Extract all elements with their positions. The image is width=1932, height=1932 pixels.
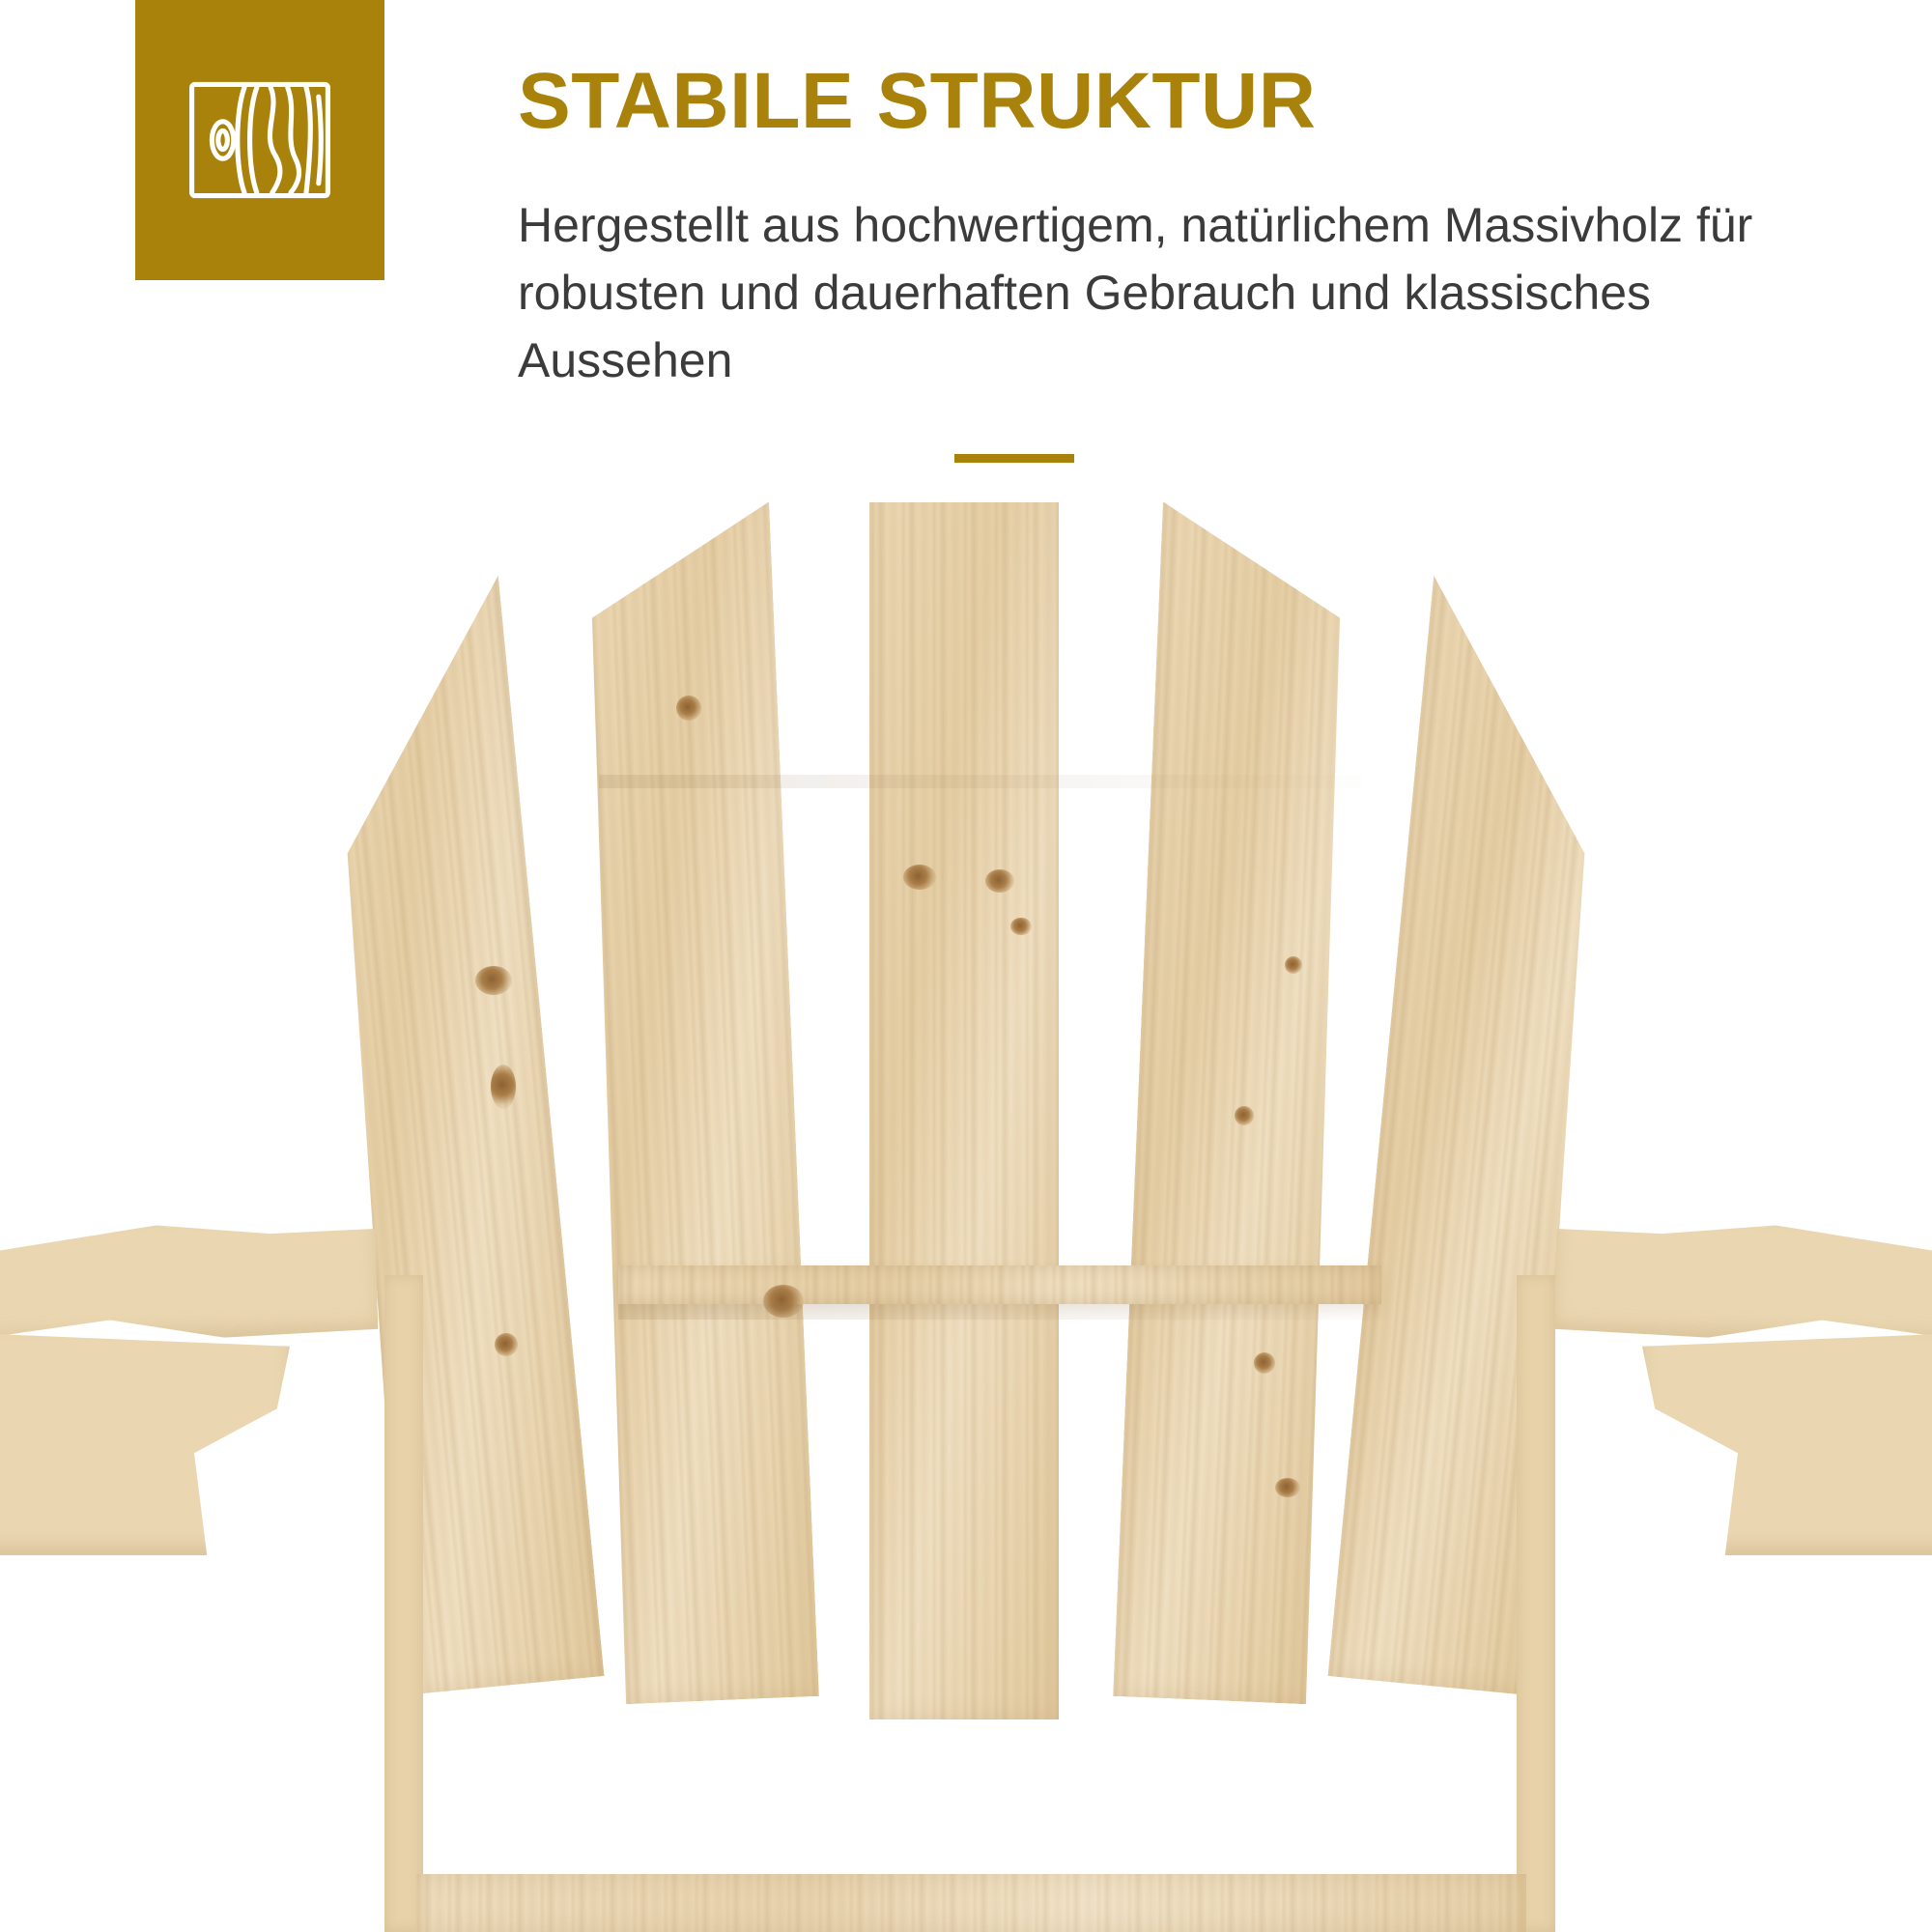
wood-knot xyxy=(1235,1106,1254,1125)
back-slat xyxy=(869,502,1059,1719)
wood-knot xyxy=(1010,918,1032,935)
seat-slat xyxy=(415,1874,1526,1932)
armrest xyxy=(1554,1220,1932,1345)
wood-knot xyxy=(1275,1478,1300,1497)
wood-knot xyxy=(676,696,701,721)
page-title: STABILE STRUKTUR xyxy=(518,57,1317,145)
armrest xyxy=(0,1220,378,1345)
back-slat xyxy=(295,541,604,1695)
product-photo xyxy=(0,502,1932,1932)
back-slat xyxy=(1327,541,1636,1695)
armrest-front-edge xyxy=(1642,1333,1932,1555)
page-subtitle: Hergestellt aus hochwertigem, natürlichem Massivholz für robusten und dauerhaften Gebrauch und klassisches Aussehen xyxy=(518,198,1753,387)
icon-badge xyxy=(135,0,384,280)
wood-knot xyxy=(985,869,1014,893)
shadow-accent xyxy=(618,1304,1381,1320)
accent-divider xyxy=(954,454,1074,463)
feature-header xyxy=(0,0,1932,483)
wood-knot xyxy=(491,1065,516,1109)
wood-knot xyxy=(495,1333,518,1356)
wood-knot xyxy=(1285,956,1302,974)
armrest-front-edge xyxy=(0,1333,290,1555)
back-slat xyxy=(1113,502,1356,1704)
leg-post xyxy=(1517,1275,1555,1932)
cross-rail xyxy=(618,1265,1381,1304)
leg-post xyxy=(384,1275,423,1932)
wood-knot xyxy=(1254,1352,1275,1374)
wood-knot xyxy=(903,865,936,890)
back-slat xyxy=(576,502,819,1704)
shadow-accent xyxy=(599,775,1362,788)
wood-knot xyxy=(475,966,512,995)
wood-grain-icon xyxy=(183,63,337,217)
